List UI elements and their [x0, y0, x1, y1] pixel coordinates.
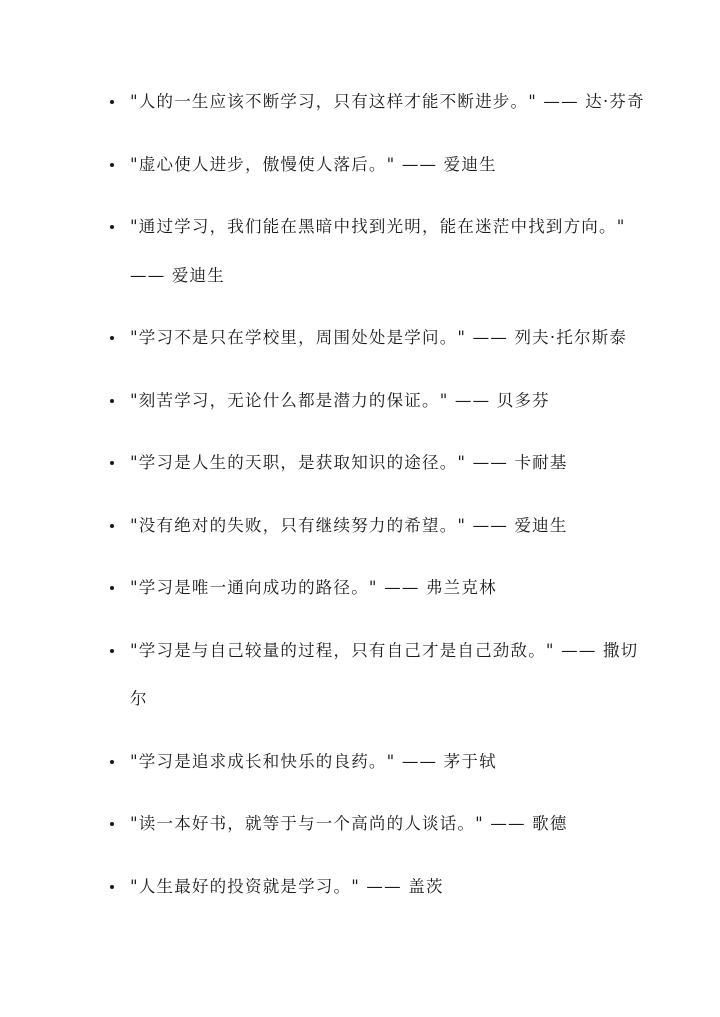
quote-item — [106, 502, 646, 551]
quote-item — [106, 203, 646, 300]
quote-item — [106, 377, 646, 426]
quote-text: "学习是唯一通向成功的路径。" —— 弗兰克林 — [130, 578, 497, 597]
quote-text: "学习是与自己较量的过程，只有自己才是自己劲敌。" —— 撒切尔 — [130, 640, 639, 708]
quote-item — [106, 564, 646, 613]
quote-item — [106, 78, 646, 127]
quote-item — [106, 863, 646, 912]
quote-item — [106, 738, 646, 787]
quote-text: "人生最好的投资就是学习。" —— 盖茨 — [130, 876, 444, 896]
quote-text: "读一本好书，就等于与一个高尚的人谈话。" —— 歌德 — [130, 814, 568, 833]
quote-item — [106, 627, 646, 724]
quote-text: "学习是人生的天职，是获取知识的途径。" —— 卡耐基 — [130, 453, 568, 472]
quote-item — [106, 439, 646, 488]
quote-item — [106, 314, 646, 363]
quote-text: "虚心使人进步，傲慢使人落后。" —— 爱迪生 — [130, 154, 497, 174]
quote-text: "人的一生应该不断学习，只有这样才能不断进步。" —— 达·芬奇 — [130, 92, 645, 111]
quote-item — [106, 800, 646, 849]
quote-list — [106, 78, 646, 925]
quote-text: "刻苦学习，无论什么都是潜力的保证。" —— 贝多芬 — [130, 390, 550, 410]
quote-item — [106, 141, 646, 190]
quote-text: "通过学习，我们能在黑暗中找到光明，能在迷茫中找到方向。" —— 爱迪生 — [130, 217, 632, 285]
quote-text: "学习不是只在学校里，周围处处是学问。" —— 列夫·托尔斯泰 — [130, 328, 628, 347]
quote-text: "学习是追求成长和快乐的良药。" —— 茅于轼 — [130, 751, 497, 771]
quote-text: "没有绝对的失败，只有继续努力的希望。" —— 爱迪生 — [130, 515, 568, 535]
